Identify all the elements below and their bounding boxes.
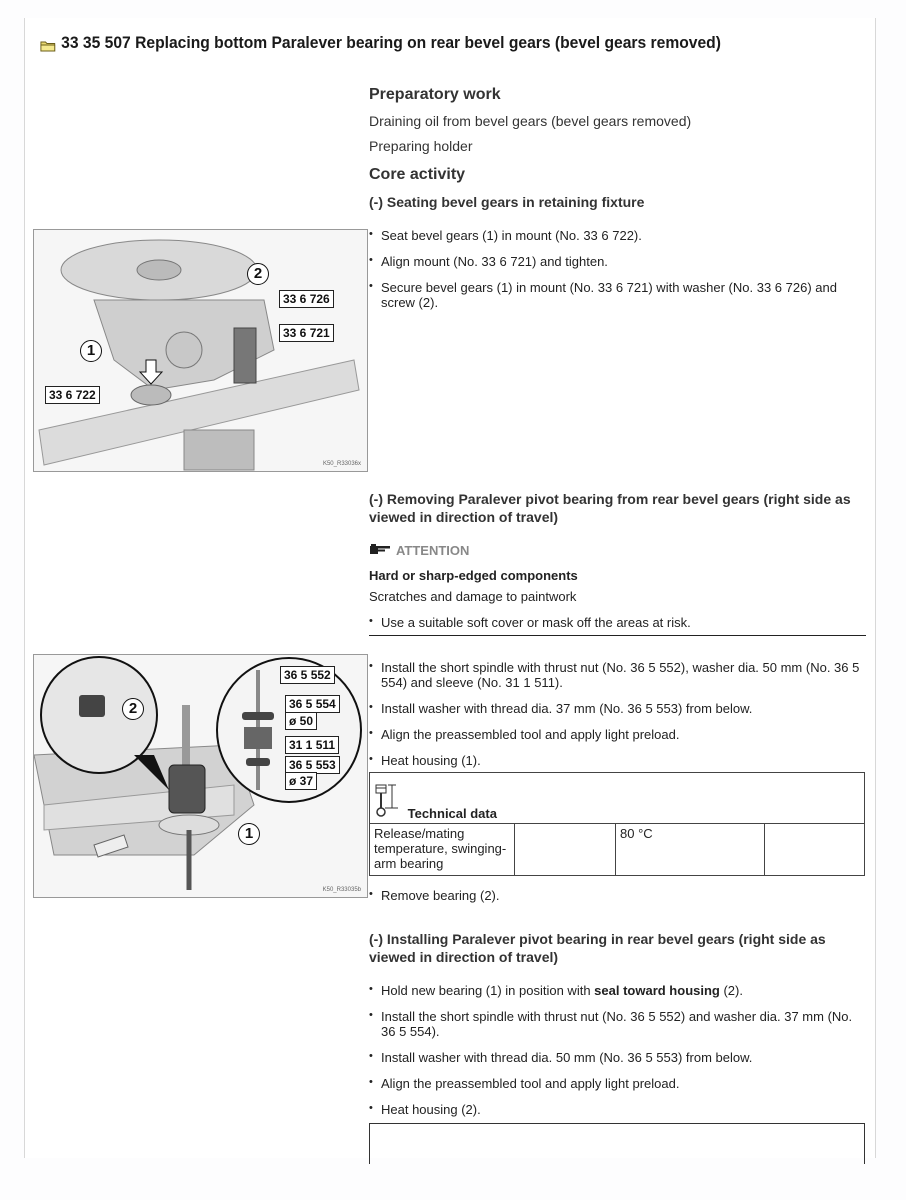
attention-step: • Use a suitable soft cover or mask off the areas at risk. <box>369 615 866 636</box>
part-label: 33 6 726 <box>279 290 334 308</box>
step-text: Hold new bearing (1) in position with <box>381 983 595 998</box>
step-item: • Seat bevel gears (1) in mount (No. 33 6 722). <box>369 228 866 243</box>
step-item: • Secure bevel gears (1) in mount (No. 33 6 721) with washer (No. 33 6 726) and screw (2). <box>369 280 866 310</box>
step-emphasis: seal toward housing <box>594 983 720 998</box>
step-item: • Align the preassembled tool and apply light preload. <box>369 1076 866 1091</box>
part-label: 31 1 511 <box>285 736 339 754</box>
callout-2: 2 <box>122 698 144 720</box>
step-item <box>369 983 866 998</box>
tech-data-heading: Technical data <box>407 806 497 821</box>
attention-banner <box>369 543 866 558</box>
section-heading-installing: (-) Installing Paralever pivot bearing in rear bevel gears (right side as viewed in direction of travel) <box>369 931 826 965</box>
tech-data-header <box>370 773 865 824</box>
part-label: 36 5 553 <box>285 756 340 774</box>
figure-caption: K50_R33036x <box>322 461 361 467</box>
installing-section <box>369 930 866 1164</box>
attention-text: Scratches and damage to paintwork <box>369 589 577 604</box>
tech-data-value: 80 °C <box>616 824 765 876</box>
part-label: ø 37 <box>285 772 317 790</box>
tech-data-label: Release/mating temperature, swinging-arm bearing <box>370 824 515 876</box>
preparatory-heading: Preparatory work <box>369 86 501 103</box>
section-heading-removing: (-) Removing Paralever pivot bearing from rear bevel gears (right side as viewed in direction of travel) <box>369 491 851 525</box>
callout-2: 2 <box>247 263 269 285</box>
callout-1: 1 <box>238 823 260 845</box>
removing-section <box>369 490 866 903</box>
core-heading: Core activity <box>369 166 466 183</box>
step-item: • Align mount (No. 33 6 721) and tighten. <box>369 254 866 269</box>
page-title <box>40 33 721 53</box>
preparatory-section <box>369 86 866 310</box>
part-label: ø 50 <box>285 712 317 730</box>
step-item: • Install washer with thread dia. 37 mm (No. 36 5 553) from below. <box>369 701 866 716</box>
folder-icon <box>40 37 56 49</box>
technical-data-box-partial <box>369 1123 865 1164</box>
attention-title: Hard or sharp-edged components <box>369 568 578 583</box>
prep-item: Preparing holder <box>369 138 473 154</box>
tech-data-empty <box>515 824 616 876</box>
step-item: • Align the preassembled tool and apply light preload. <box>369 727 866 742</box>
bearing-illustration <box>34 655 367 897</box>
step-item: • Install washer with thread dia. 50 mm (No. 36 5 553) from below. <box>369 1050 866 1065</box>
callout-1: 1 <box>80 340 102 362</box>
figure-removing-bearing <box>33 654 368 898</box>
step-text: (2). <box>719 983 743 998</box>
attention-label: ATTENTION <box>396 543 470 558</box>
section-heading-seating: (-) Seating bevel gears in retaining fixture <box>369 194 645 210</box>
prep-item: Draining oil from bevel gears (bevel gears removed) <box>369 113 692 129</box>
step-item: • Remove bearing (2). <box>369 888 866 903</box>
part-label: 36 5 552 <box>280 666 335 684</box>
step-item: • Install the short spindle with thrust nut (No. 36 5 552), washer dia. 50 mm (No. 36 5 554) and sleeve (No. 31 1 511). <box>369 660 866 690</box>
pointing-hand-icon <box>369 543 391 558</box>
part-label: 36 5 554 <box>285 695 340 713</box>
step-item: • Heat housing (2). <box>369 1102 866 1117</box>
step-item: • Install the short spindle with thrust nut (No. 36 5 552) and washer dia. 37 mm (No. 36 5 554). <box>369 1009 866 1039</box>
piston-measure-icon <box>374 784 402 821</box>
tech-data-empty <box>765 824 865 876</box>
part-label: 33 6 722 <box>45 386 100 404</box>
part-label: 33 6 721 <box>279 324 334 342</box>
figure-retaining-fixture <box>33 229 368 472</box>
title-text: 33 35 507 Replacing bottom Paralever bearing on rear bevel gears (bevel gears removed) <box>61 33 721 52</box>
figure-caption: K50_R33035b <box>322 887 361 893</box>
technical-data-table <box>369 772 865 876</box>
step-item: • Heat housing (1). <box>369 753 866 768</box>
